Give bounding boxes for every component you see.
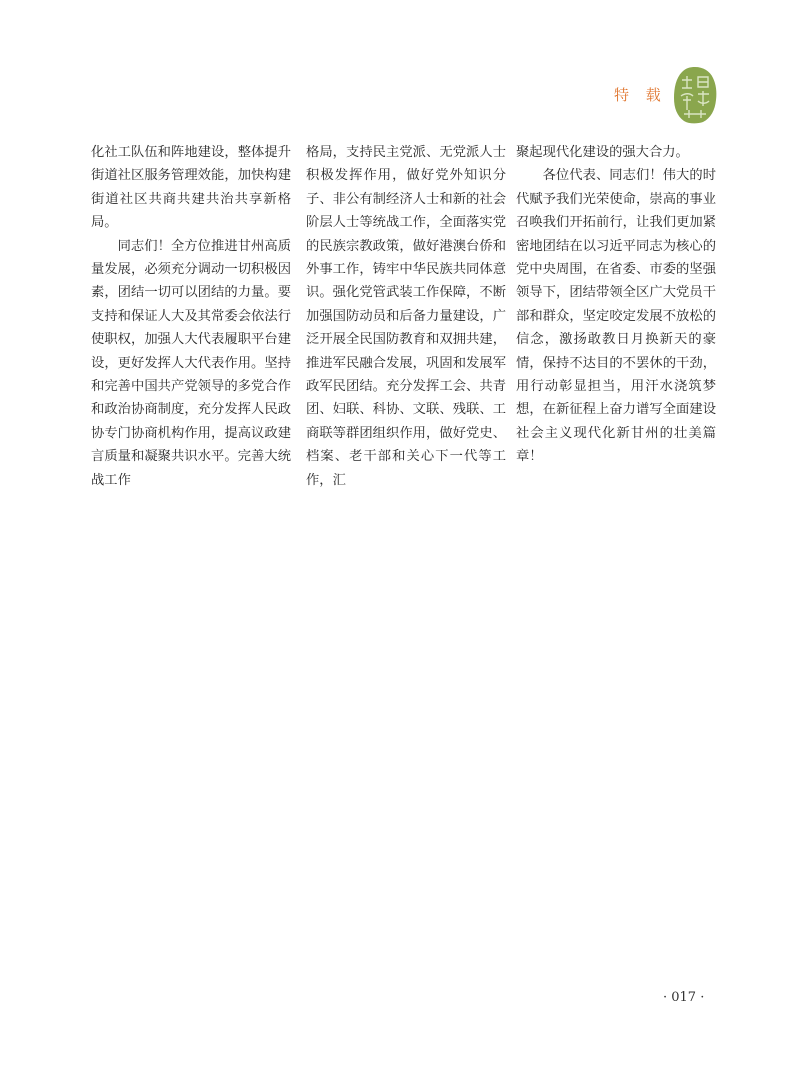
paragraph: 化社工队伍和阵地建设，整体提升街道社区服务管理效能，加快构建街道社区共商共建共治共享新格局。 xyxy=(91,145,291,231)
text-column-2 xyxy=(306,141,506,492)
paragraph: 格局，支持民主党派、无党派人士积极发挥作用，做好党外知识分子、非公有制经济人士和新的社会阶层人士等统战工作，全面落实党的民族宗教政策，做好港澳台侨和外事工作，铸牢中华民族共同体意识。强化党管武装工作保障，不断加强国防动员和后备力量建设，广泛开展全民国防教育和双拥共建，推进军民融合发展，巩固和发展军政军民团结。充分发挥工会、共青团、妇联、科协、文联、残联、工商联等群团组织作用，做好党史、档案、老干部和关心下一代等工作，汇 xyxy=(306,145,506,488)
paragraph: 聚起现代化建设的强大合力。 xyxy=(516,145,689,160)
paragraph: 同志们！全方位推进甘州高质量发展，必须充分调动一切积极因素，团结一切可以团结的力量。要支持和保证人大及其常委会依法行使职权，加强人大代表履职平台建设，更好发挥人大代表作用。坚持和完善中国共产党领导的多党合作和政治协商制度，充分发挥人民政协专门协商机构作用，提高议政建言质量和凝聚共识水平。完善大统战工作 xyxy=(91,238,291,488)
section-label: 特 载 xyxy=(614,86,667,104)
text-column-3 xyxy=(516,141,716,469)
paragraph: 各位代表、同志们！伟大的时代赋予我们光荣使命，崇高的事业召唤我们开拓前行，让我们更加紧密地团结在以习近平同志为核心的党中央周围，在省委、市委的坚强领导下，团结带领全区广大党员干部和群众，坚定咬定发展不放松的信念，激扬敢教日月换新天的豪情，保持不达目的不罢休的干劲，用行动彰显担当，用汗水浇筑梦想，在新征程上奋力谱写全面建设社会主义现代化新甘州的壮美篇章！ xyxy=(516,168,716,465)
text-column-1 xyxy=(91,141,291,492)
green-seal-stamp-icon xyxy=(673,66,717,124)
page-number: · 017 · xyxy=(663,990,705,1005)
